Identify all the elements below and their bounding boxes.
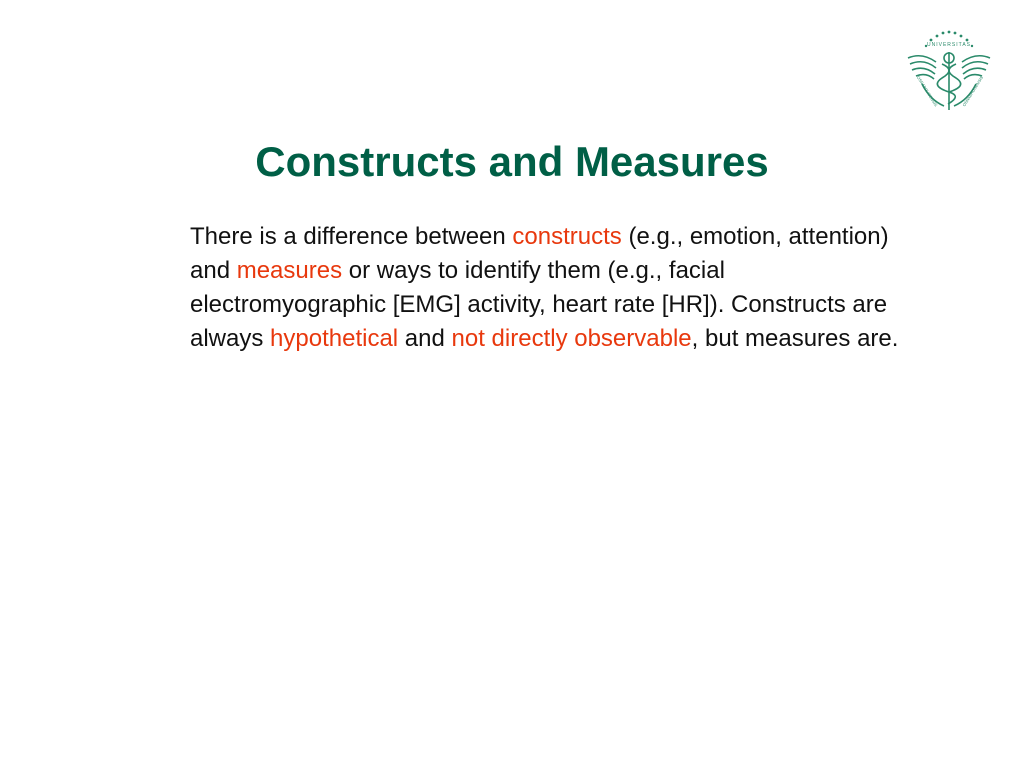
body-text-part-2: (e.g., emotion, attention) and — [190, 223, 889, 284]
keyword-constructs: constructs — [512, 223, 622, 250]
logo-text-top: UNIVERSITAS — [927, 42, 971, 48]
keyword-measures: measures — [236, 257, 343, 284]
slide-body-paragraph — [190, 220, 920, 356]
university-seal-icon — [902, 24, 996, 114]
body-text-part-1: There is a difference between — [190, 223, 513, 250]
body-text-part-5: , but measures are. — [691, 325, 899, 352]
body-text-part-3: or ways to identify them (e.g., facial electromyographic [EMG] activity, heart rate [HR]). Constructs are always — [190, 257, 888, 352]
slide-title — [0, 136, 1024, 188]
slide-title-text: Constructs and Measures — [255, 138, 769, 185]
logo-text-right: OSNABRUGENSIS — [961, 75, 985, 108]
logo-text-left: OSNABRUGENSIS — [915, 75, 939, 108]
keyword-not-directly-observable: not directly observable — [451, 325, 692, 352]
body-text-part-4: and — [398, 325, 452, 352]
keyword-hypothetical: hypothetical — [270, 325, 399, 352]
